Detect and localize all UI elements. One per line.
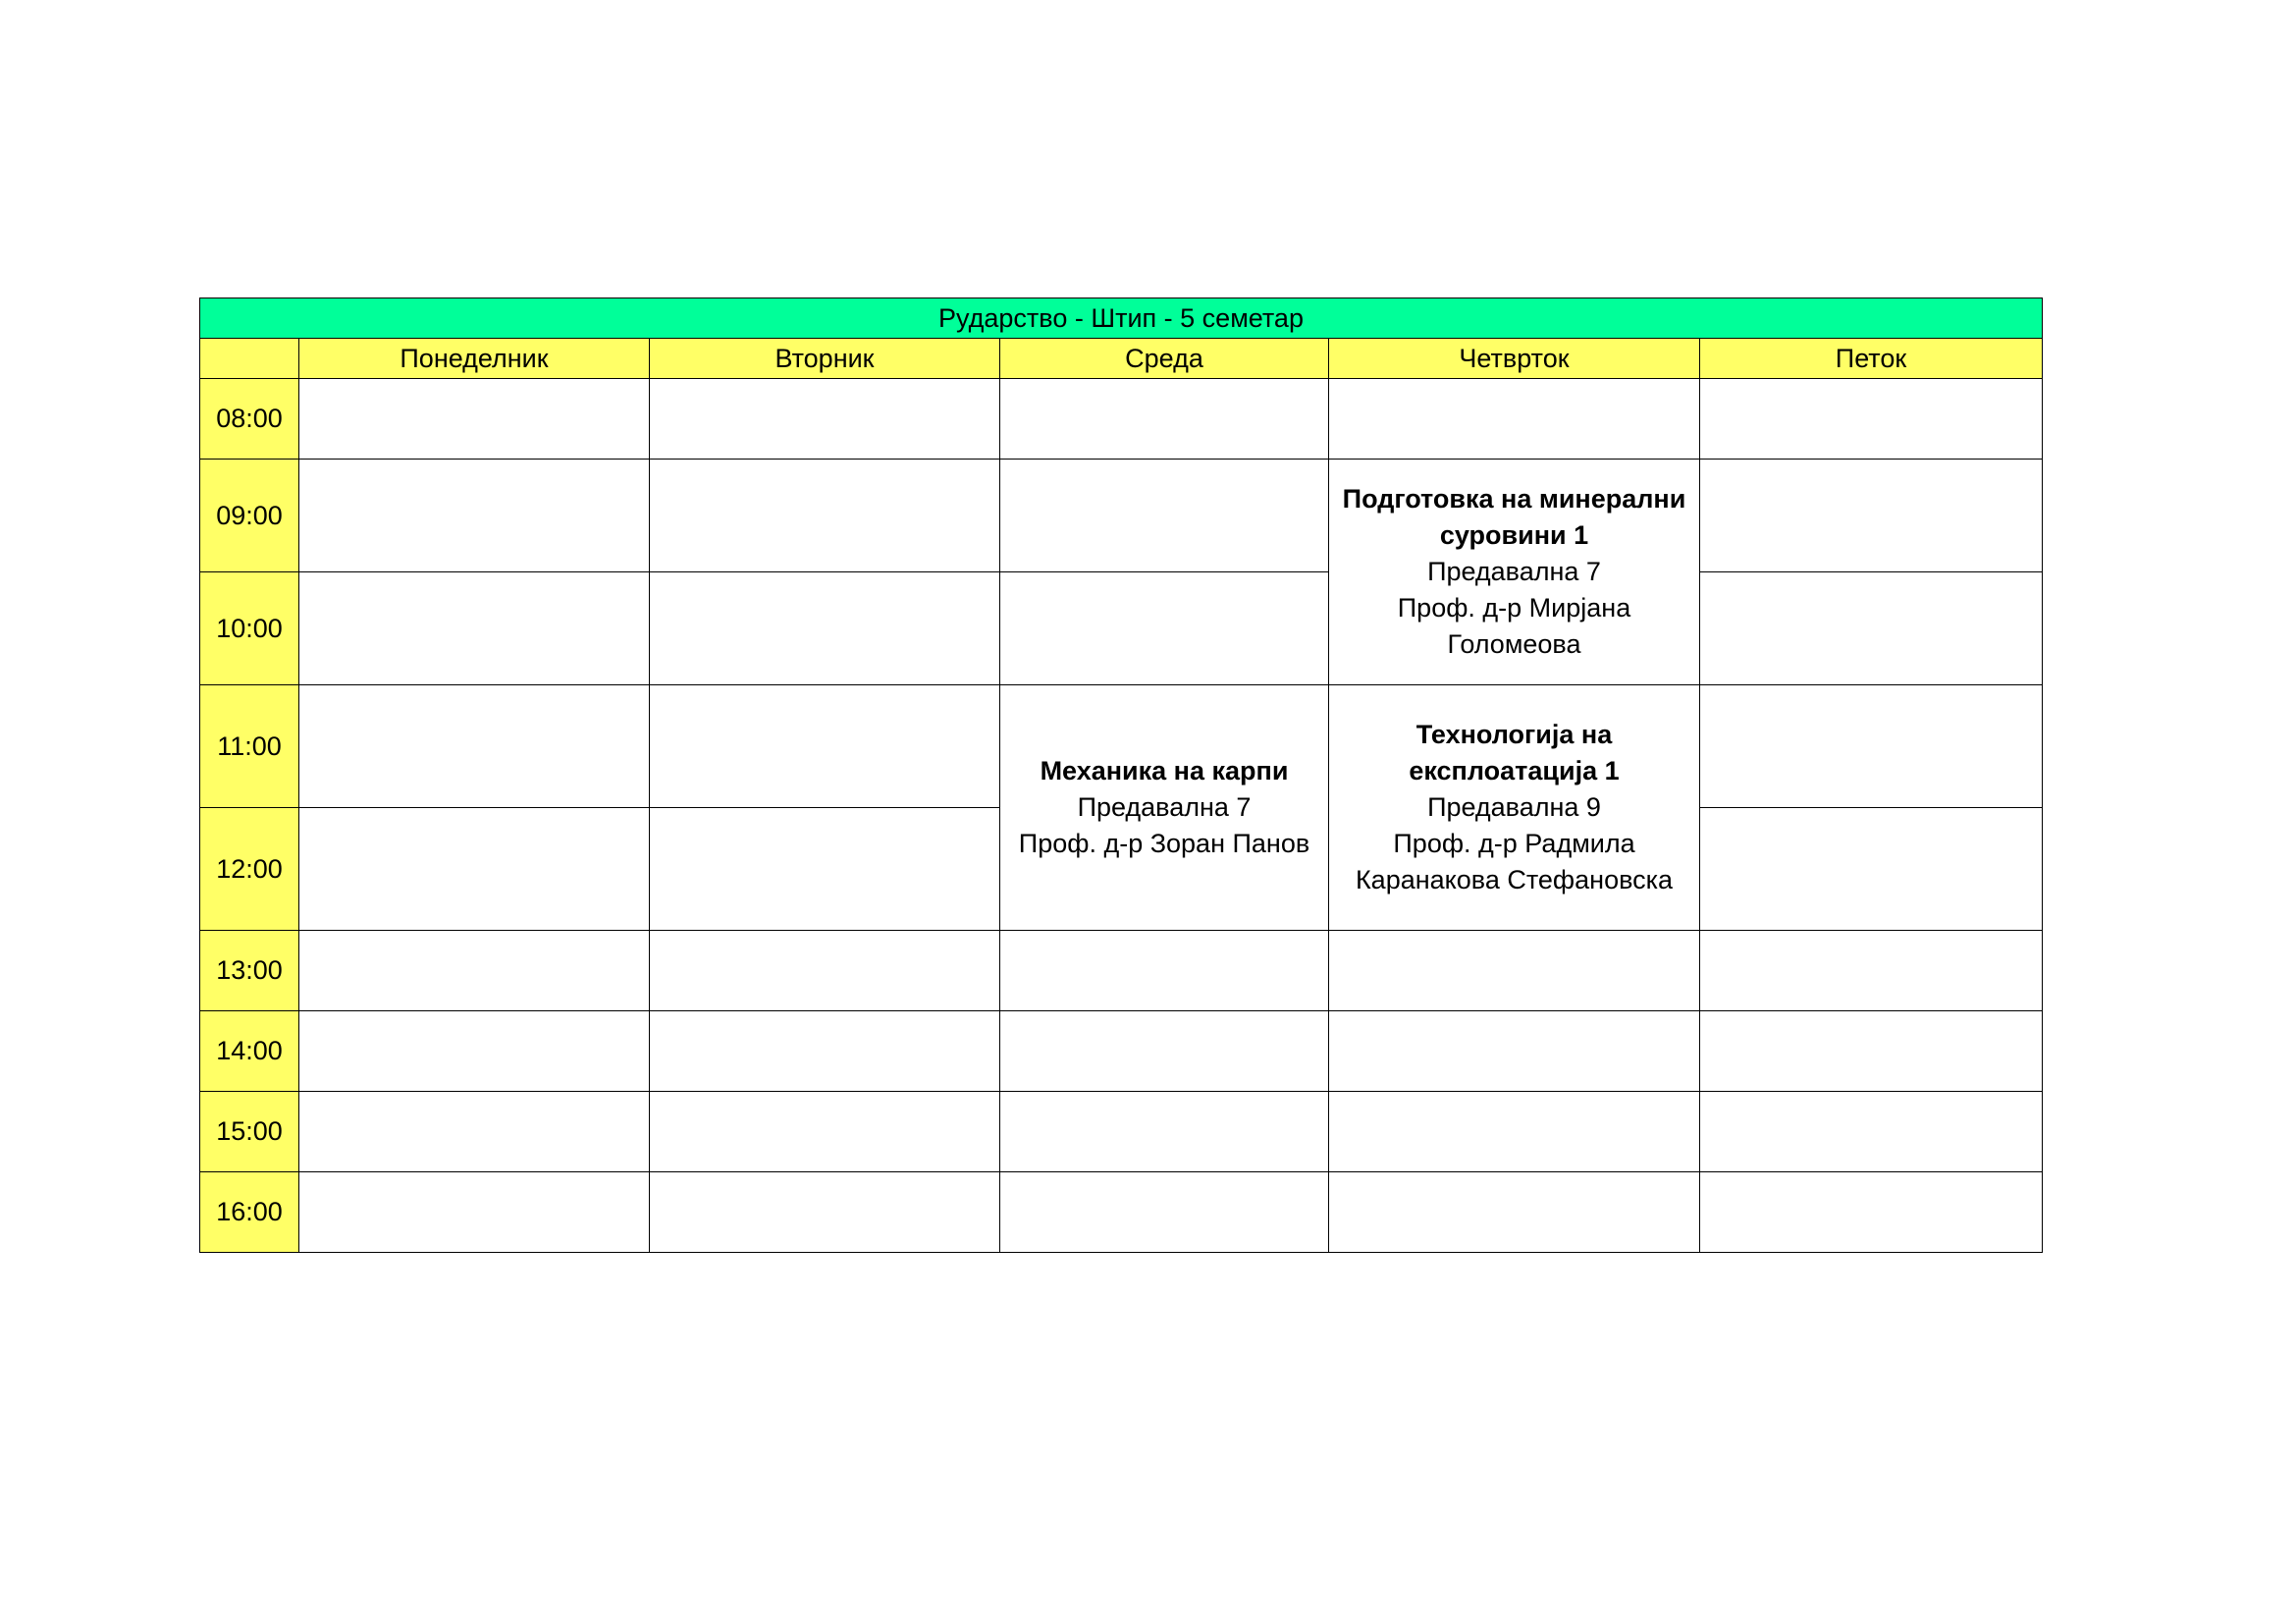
slot-cell — [1000, 379, 1329, 460]
day-header-row — [200, 339, 2043, 379]
slot-cell — [299, 931, 650, 1011]
slot-cell — [650, 572, 1000, 685]
slot-cell — [1700, 1092, 2043, 1172]
course-room: Предавална 9 — [1427, 792, 1601, 822]
time-row-14 — [200, 1011, 2043, 1092]
schedule-title: Рударство - Штип - 5 семетар — [200, 298, 2043, 339]
slot-cell — [299, 1092, 650, 1172]
day-header-monday: Понеделник — [299, 339, 650, 379]
course-teacher: Проф. д-р Зоран Панов — [1018, 829, 1310, 858]
time-row-13 — [200, 931, 2043, 1011]
day-header-wednesday: Среда — [1000, 339, 1329, 379]
slot-cell — [1329, 1092, 1700, 1172]
slot-cell — [1700, 931, 2043, 1011]
slot-cell — [650, 808, 1000, 931]
time-label: 14:00 — [200, 1011, 299, 1092]
slot-cell — [1700, 1011, 2043, 1092]
time-label: 08:00 — [200, 379, 299, 460]
course-cell-thursday-09 — [1329, 460, 1700, 685]
time-row-10 — [200, 572, 2043, 685]
slot-cell — [1000, 1011, 1329, 1092]
slot-cell — [1329, 379, 1700, 460]
course-title: Механика на карпи — [1040, 756, 1289, 785]
course-room: Предавална 7 — [1427, 557, 1601, 586]
time-row-16 — [200, 1172, 2043, 1253]
course-teacher: Проф. д-р Мирјана Голомеова — [1397, 593, 1631, 659]
slot-cell — [1329, 931, 1700, 1011]
time-label: 16:00 — [200, 1172, 299, 1253]
slot-cell — [1000, 931, 1329, 1011]
slot-cell — [299, 1011, 650, 1092]
time-label: 13:00 — [200, 931, 299, 1011]
slot-cell — [1700, 460, 2043, 572]
slot-cell — [299, 1172, 650, 1253]
day-header-friday: Петок — [1700, 339, 2043, 379]
course-cell-wednesday-11 — [1000, 685, 1329, 931]
time-label: 10:00 — [200, 572, 299, 685]
slot-cell — [299, 460, 650, 572]
slot-cell — [1000, 572, 1329, 685]
slot-cell — [1700, 572, 2043, 685]
time-row-09 — [200, 460, 2043, 572]
time-label: 09:00 — [200, 460, 299, 572]
day-header-tuesday: Вторник — [650, 339, 1000, 379]
time-row-15 — [200, 1092, 2043, 1172]
slot-cell — [299, 572, 650, 685]
slot-cell — [1700, 685, 2043, 808]
time-label: 15:00 — [200, 1092, 299, 1172]
slot-cell — [1700, 1172, 2043, 1253]
schedule-table — [199, 298, 2043, 1253]
title-row — [200, 298, 2043, 339]
slot-cell — [299, 808, 650, 931]
time-label: 11:00 — [200, 685, 299, 808]
corner-cell — [200, 339, 299, 379]
time-row-11 — [200, 685, 2043, 808]
slot-cell — [1329, 1172, 1700, 1253]
slot-cell — [1700, 808, 2043, 931]
slot-cell — [299, 379, 650, 460]
slot-cell — [650, 1011, 1000, 1092]
slot-cell — [1000, 460, 1329, 572]
slot-cell — [1000, 1172, 1329, 1253]
course-teacher: Проф. д-р Радмила Каранакова Стефановска — [1355, 829, 1674, 894]
slot-cell — [650, 460, 1000, 572]
slot-cell — [650, 1092, 1000, 1172]
slot-cell — [650, 685, 1000, 808]
slot-cell — [1000, 1092, 1329, 1172]
slot-cell — [650, 931, 1000, 1011]
course-cell-thursday-11 — [1329, 685, 1700, 931]
slot-cell — [299, 685, 650, 808]
course-title: Технологија на експлоатација 1 — [1409, 720, 1620, 785]
course-title: Подготовка на минерални суровини 1 — [1342, 484, 1686, 550]
day-header-thursday: Четврток — [1329, 339, 1700, 379]
slot-cell — [1329, 1011, 1700, 1092]
time-row-08 — [200, 379, 2043, 460]
time-label: 12:00 — [200, 808, 299, 931]
slot-cell — [650, 1172, 1000, 1253]
course-room: Предавална 7 — [1077, 792, 1252, 822]
slot-cell — [1700, 379, 2043, 460]
slot-cell — [650, 379, 1000, 460]
